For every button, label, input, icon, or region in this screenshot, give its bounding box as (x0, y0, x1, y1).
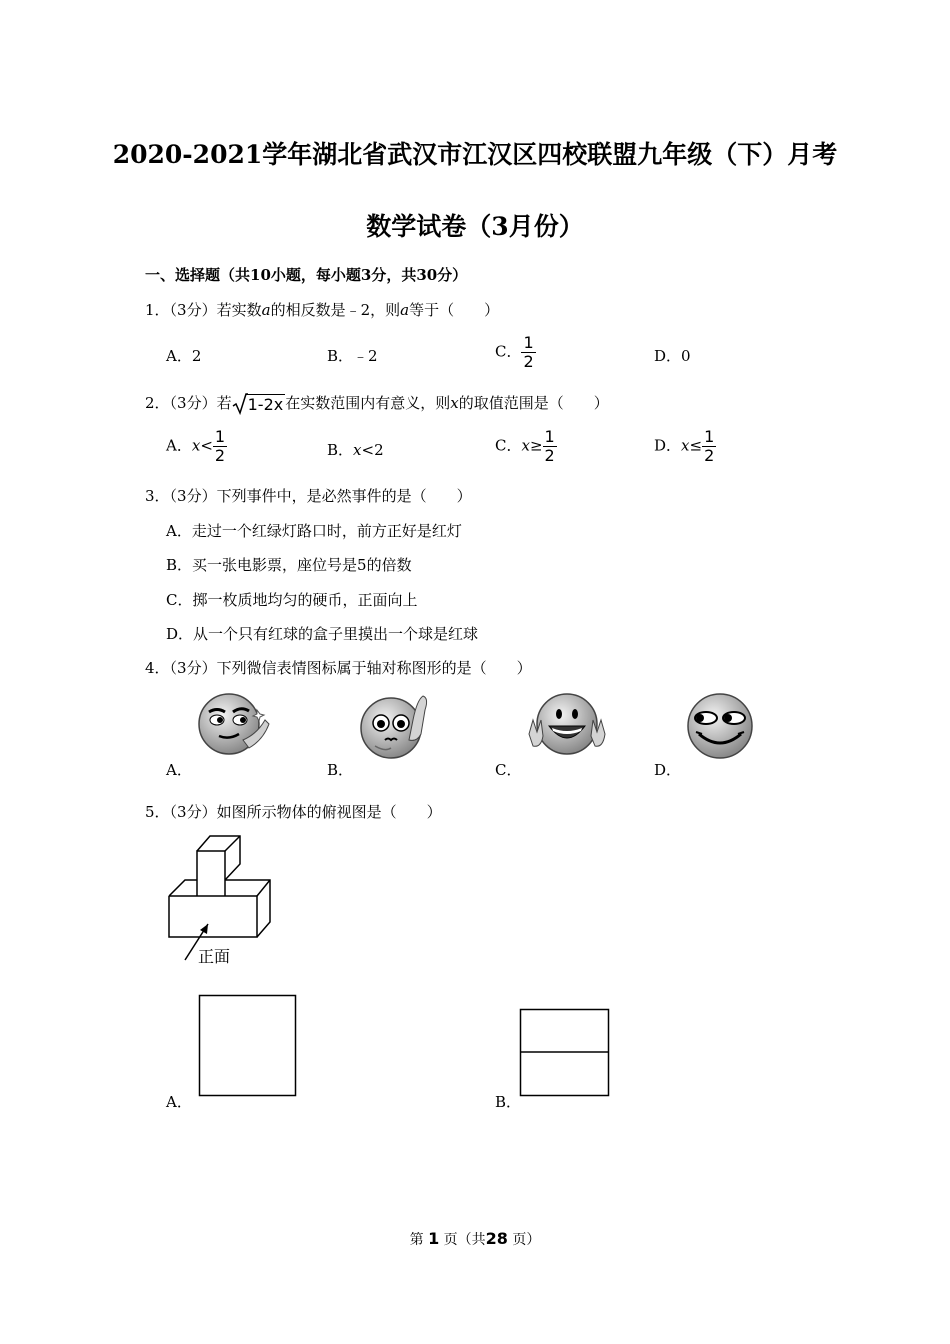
page-footer (0, 1229, 950, 1249)
q5-option-a-figure (198, 994, 298, 1098)
numerator: 1 (544, 427, 555, 446)
question-text: 若 (216, 394, 232, 412)
q4-option-c: C． (495, 761, 522, 779)
emoji-laughing-icon (525, 690, 609, 760)
question-number: 3． (145, 487, 170, 505)
document-title-line2: 数学试卷（3月份） (366, 212, 584, 241)
question-text: 下列微信表情图标属于轴对称图形的是（ ） (216, 659, 532, 677)
question-score: （3分） (169, 487, 217, 505)
question-text: 等于（ ） (409, 301, 500, 319)
variable: x (681, 436, 690, 455)
q5-option-b-figure (519, 1008, 611, 1098)
q4-option-d: D． (654, 761, 682, 779)
q1-option-c (495, 334, 536, 371)
emoji-side-eye-icon (683, 688, 757, 762)
question-score: （3分） (169, 394, 217, 412)
question-5 (145, 801, 442, 822)
variable: x (521, 436, 530, 455)
q1-option-b: B．﹣2 (327, 347, 378, 365)
q4-option-b: B． (327, 761, 354, 779)
page-number: 1 (428, 1229, 440, 1248)
q1-option-a: A．2 (166, 347, 202, 365)
option-label: C． (495, 436, 522, 455)
question-2 (145, 392, 609, 414)
operator: ≤ (689, 436, 703, 455)
option-label: A． (166, 436, 192, 455)
fraction (521, 334, 535, 371)
question-4 (145, 657, 532, 678)
option-label: C． (495, 342, 522, 361)
q2-option-c (495, 428, 557, 465)
q5-option-a: A． (166, 1093, 192, 1111)
option-text: <2 (361, 441, 384, 459)
q2-option-d (654, 428, 716, 465)
question-number: 5． (145, 803, 170, 821)
variable: x (450, 394, 459, 412)
emoji-surprised-icon (355, 690, 435, 760)
q3-option-b: B．买一张电影票，座位号是5的倍数 (166, 556, 412, 574)
numerator: 1 (523, 333, 534, 352)
option-label: D． (654, 436, 682, 455)
q2-option-a (166, 428, 227, 465)
variable: a (400, 301, 410, 319)
question-number: 2． (145, 394, 170, 412)
question-score: （3分） (169, 803, 217, 821)
question-1 (145, 299, 499, 320)
variable: x (191, 436, 201, 455)
footer-text: 第 (409, 1232, 424, 1248)
denominator: 2 (214, 446, 226, 465)
q3-option-c: C．掷一枚质地均匀的硬币，正面向上 (166, 591, 418, 609)
radicand: 1-2x (247, 395, 284, 414)
question-text: 的取值范围是（ ） (458, 394, 609, 412)
denominator: 2 (704, 446, 715, 465)
option-label: B． (327, 441, 354, 459)
q2-option-b (327, 439, 384, 460)
variable: x (353, 441, 362, 459)
q5-option-b: B． (495, 1093, 522, 1111)
denominator: 2 (544, 446, 555, 465)
question-text: 在实数范围内有意义，则 (285, 394, 451, 412)
emoji-smirk-icon (195, 690, 275, 760)
numerator: 1 (704, 427, 715, 446)
fraction (702, 428, 716, 465)
square-root (232, 394, 286, 414)
fraction (213, 428, 227, 465)
question-text: 下列事件中，是必然事件的是（ ） (216, 487, 472, 505)
footer-text: 页） (512, 1232, 541, 1248)
q3-option-a: A．走过一个红绿灯路口时，前方正好是红灯 (166, 522, 462, 540)
footer-text: 页（共 (443, 1232, 486, 1248)
question-score: （3分） (169, 301, 217, 319)
question-score: （3分） (169, 659, 217, 677)
document-title-line1: 2020-2021学年湖北省武汉市江汉区四校联盟九年级（下）月考 (112, 140, 838, 169)
question-text: 若实数 (216, 301, 262, 319)
denominator: 2 (523, 352, 534, 371)
q4-option-a: A． (166, 761, 192, 779)
question-text: 的相反数是﹣2，则 (270, 301, 401, 319)
operator: < (200, 436, 213, 455)
numerator: 1 (214, 427, 226, 446)
front-label: 正面 (198, 947, 231, 966)
variable: a (261, 301, 271, 319)
fraction (543, 428, 557, 465)
operator: ≥ (529, 436, 543, 455)
q1-option-d: D．0 (654, 347, 691, 365)
total-pages: 28 (485, 1229, 508, 1248)
question-3 (145, 485, 472, 506)
section-header: 一、选择题（共10小题，每小题3分，共30分） (145, 266, 468, 284)
question-number: 4． (145, 659, 170, 677)
q3-option-d: D．从一个只有红球的盒子里摸出一个球是红球 (166, 625, 479, 643)
question-text: 如图所示物体的俯视图是（ ） (216, 803, 442, 821)
question-number: 1． (145, 301, 170, 319)
